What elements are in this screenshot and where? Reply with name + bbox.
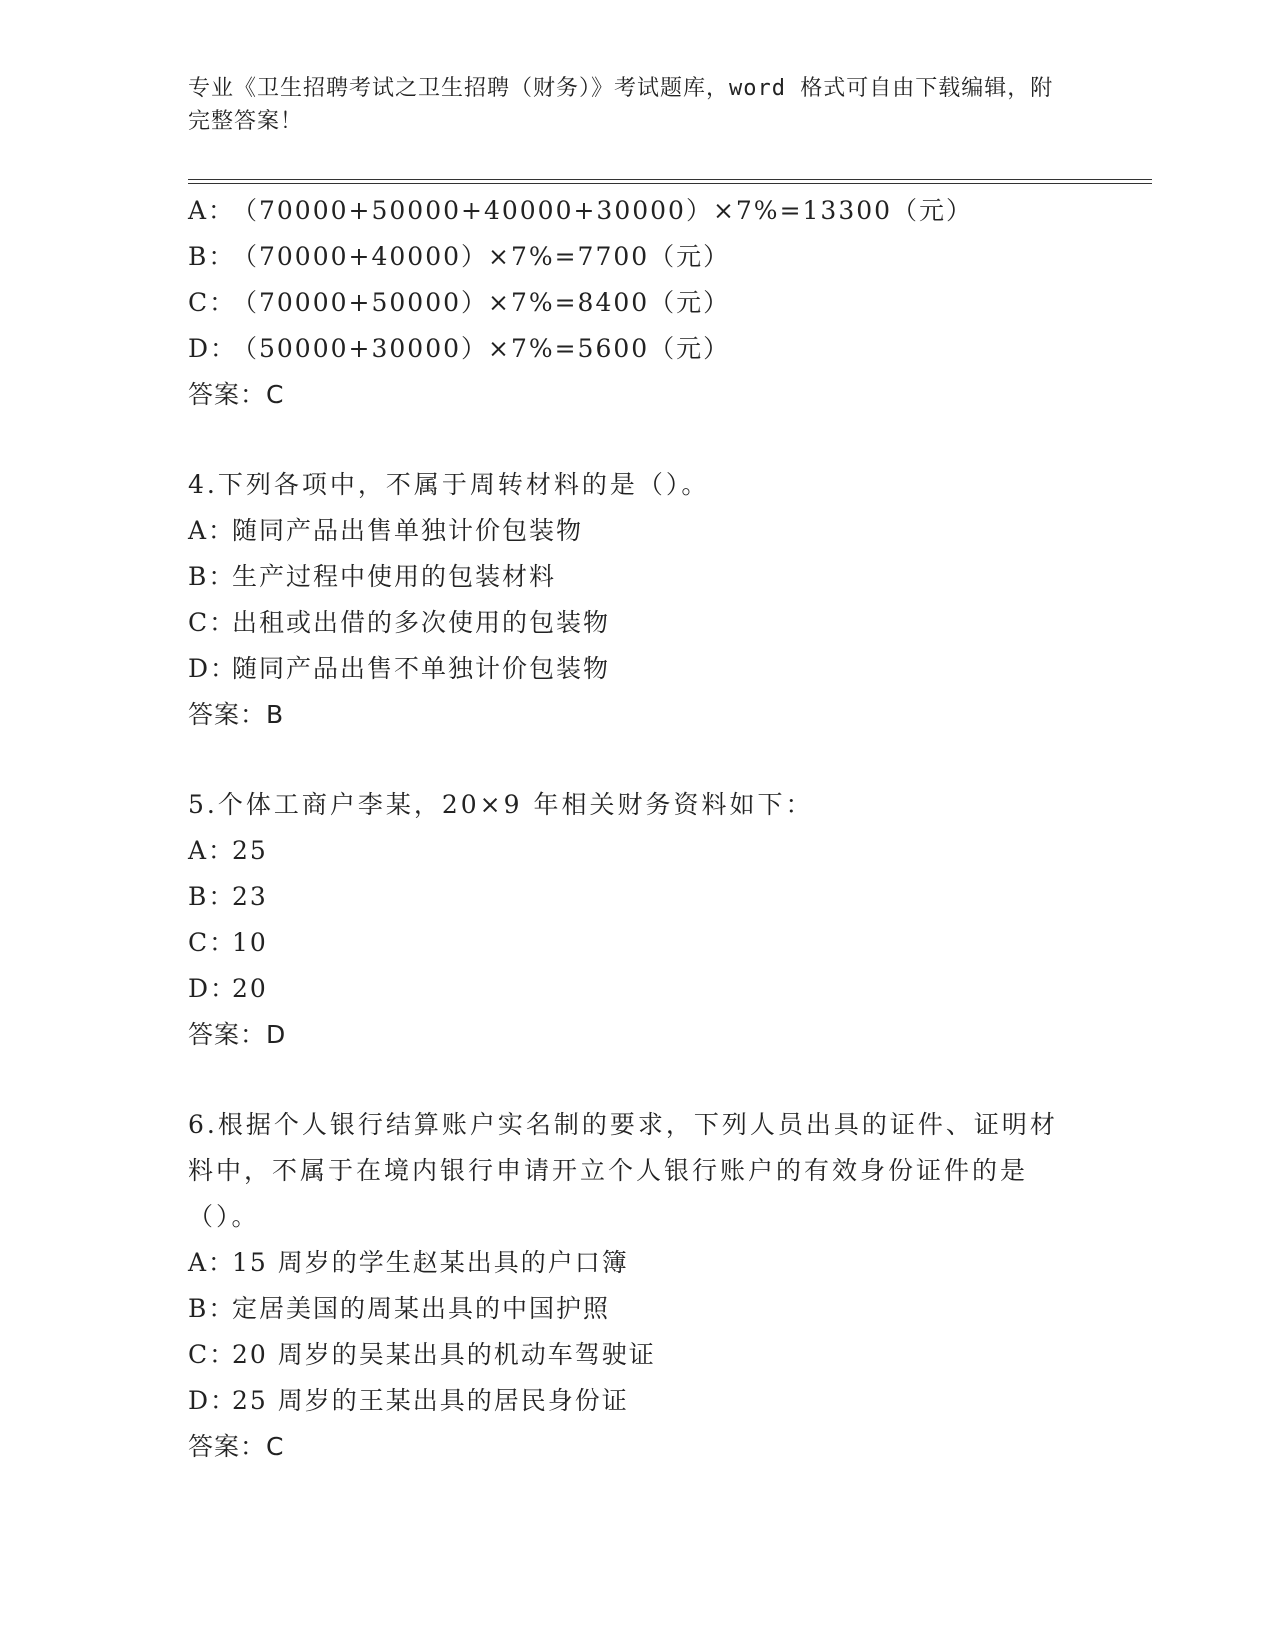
question-list bbox=[188, 188, 1088, 1470]
option-a bbox=[188, 188, 1088, 234]
option-text: 随同产品出售不单独计价包装物 bbox=[232, 654, 611, 683]
answer: 答案：D bbox=[188, 1020, 287, 1049]
option-text: 15 周岁的学生赵某出具的户口簿 bbox=[232, 1248, 629, 1277]
option-label: A： bbox=[188, 516, 236, 545]
answer: 答案：C bbox=[188, 1432, 285, 1461]
question-6 bbox=[188, 1102, 1088, 1470]
option-text: 23 bbox=[232, 882, 268, 911]
option-label: B： bbox=[188, 1294, 236, 1323]
option-text: （70000+50000+40000+30000）×7%=13300（元） bbox=[232, 196, 974, 225]
option-text: 出租或出借的多次使用的包装物 bbox=[232, 608, 611, 637]
option-text: （70000+50000）×7%=8400（元） bbox=[232, 288, 731, 317]
document-header: 专业《卫生招聘考试之卫生招聘（财务）》考试题库，word 格式可自由下载编辑，附完整答案！ bbox=[188, 76, 1054, 134]
header-divider-bottom bbox=[188, 183, 1152, 184]
option-d bbox=[188, 646, 1088, 692]
option-label: A： bbox=[188, 1248, 236, 1277]
option-text: 随同产品出售单独计价包装物 bbox=[232, 516, 584, 545]
option-text: 25 bbox=[232, 836, 268, 865]
question-text: 5.个体工商户李某，20×9 年相关财务资料如下： bbox=[188, 790, 814, 819]
option-label: B： bbox=[188, 242, 236, 271]
option-d bbox=[188, 1378, 1088, 1424]
answer: 答案：B bbox=[188, 700, 285, 729]
option-a bbox=[188, 1240, 1088, 1286]
option-label: D： bbox=[188, 334, 238, 363]
option-b bbox=[188, 554, 1088, 600]
option-text: （50000+30000）×7%=5600（元） bbox=[232, 334, 731, 363]
option-b bbox=[188, 234, 1088, 280]
option-label: C： bbox=[188, 288, 237, 317]
option-text: 20 bbox=[232, 974, 268, 1003]
option-text: 25 周岁的王某出具的居民身份证 bbox=[232, 1386, 629, 1415]
option-label: C： bbox=[188, 1340, 237, 1369]
option-text: 20 周岁的吴某出具的机动车驾驶证 bbox=[232, 1340, 656, 1369]
option-a bbox=[188, 508, 1088, 554]
option-c bbox=[188, 920, 1088, 966]
option-label: A： bbox=[188, 836, 236, 865]
header-divider-top bbox=[188, 179, 1152, 180]
option-d bbox=[188, 966, 1088, 1012]
option-text: 10 bbox=[232, 928, 268, 957]
question-3 bbox=[188, 188, 1088, 418]
option-c bbox=[188, 280, 1088, 326]
option-label: A： bbox=[188, 196, 236, 225]
option-text: 生产过程中使用的包装材料 bbox=[232, 562, 557, 591]
question-4 bbox=[188, 462, 1088, 738]
question-text: 6.根据个人银行结算账户实名制的要求，下列人员出具的证件、证明材料中，不属于在境内银行申请开立个人银行账户的有效身份证件的是（）。 bbox=[188, 1110, 1058, 1231]
option-b bbox=[188, 874, 1088, 920]
question-text: 4.下列各项中，不属于周转材料的是（）。 bbox=[188, 470, 710, 499]
option-label: C： bbox=[188, 928, 237, 957]
question-5 bbox=[188, 782, 1088, 1058]
option-a bbox=[188, 828, 1088, 874]
option-c bbox=[188, 1332, 1088, 1378]
option-label: D： bbox=[188, 1386, 238, 1415]
option-text: 定居美国的周某出具的中国护照 bbox=[232, 1294, 611, 1323]
option-c bbox=[188, 600, 1088, 646]
option-label: B： bbox=[188, 562, 236, 591]
option-d bbox=[188, 326, 1088, 372]
option-label: B： bbox=[188, 882, 236, 911]
option-label: D： bbox=[188, 974, 238, 1003]
option-b bbox=[188, 1286, 1088, 1332]
option-label: D： bbox=[188, 654, 238, 683]
answer: 答案：C bbox=[188, 380, 285, 409]
option-label: C： bbox=[188, 608, 237, 637]
option-text: （70000+40000）×7%=7700（元） bbox=[232, 242, 731, 271]
